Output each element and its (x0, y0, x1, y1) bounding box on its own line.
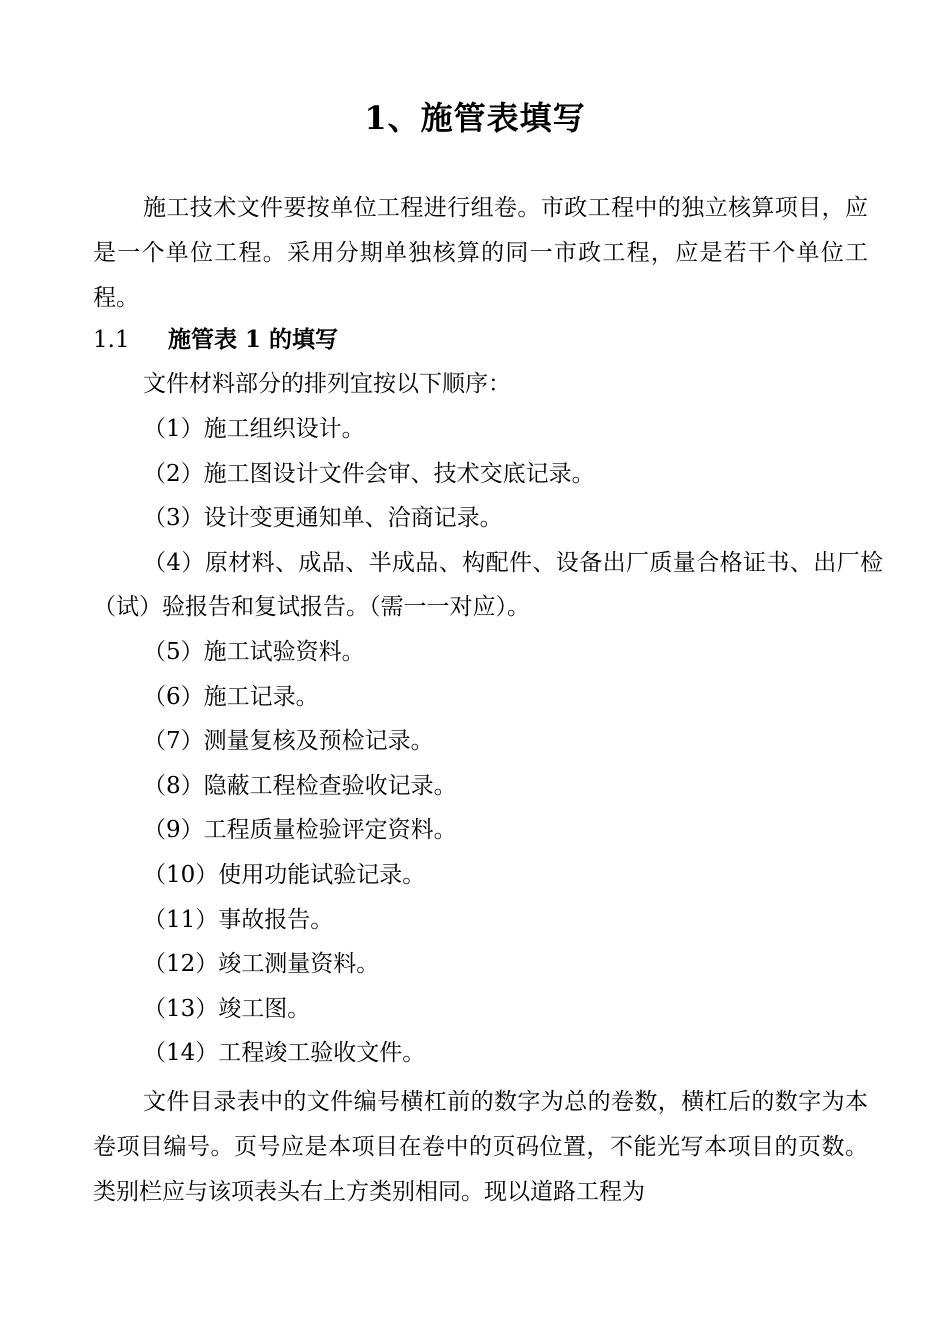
list-item: （1）施工组织设计。 (143, 416, 365, 442)
list-item: （5）施工试验资料。 (143, 638, 365, 665)
list-item: （4）原材料、成品、半成品、构配件、设备出厂质量合格证书、出厂检（试）验报告和复试报告。（需一一对应）。 (93, 549, 883, 621)
list-item: （13）竣工图。 (143, 995, 311, 1022)
list-item: （8）隐蔽工程检查验收记录。 (143, 772, 457, 799)
section-heading (93, 320, 338, 360)
list-item: （10）使用功能试验记录。 (143, 861, 426, 888)
list-item: （2）施工图设计文件会审、技术交底记录。 (143, 460, 595, 487)
list-item: （11）事故报告。 (143, 906, 334, 933)
paragraph-intro: 施工技术文件要按单位工程进行组卷。市政工程中的独立核算项目，应是一个单位工程。采用分期单独核算的同一市政工程，应是若干个单位工程。 (93, 195, 868, 311)
section-title: 施管表 1 的填写 (168, 326, 339, 353)
paragraph-file-directory: 文件目录表中的文件编号横杠前的数字为总的卷数，横杠后的数字为本卷项目编号。页号应是本项目在卷中的页码位置，不能光写本项目的页数。类别栏应与该项表头右上方类别相同。现以道路工程为 (93, 1089, 868, 1205)
list-item: （12）竣工测量资料。 (143, 951, 380, 978)
list-item: （3）设计变更通知单、洽商记录。 (143, 505, 503, 532)
document-order-list (93, 407, 883, 1076)
list-item: （7）测量复核及预检记录。 (143, 728, 434, 755)
document-title: 1、施管表填写 (364, 99, 586, 137)
section-number: 1.1 (93, 327, 130, 353)
list-item: （6）施工记录。 (143, 683, 319, 710)
list-item: （14）工程竣工验收文件。 (143, 1040, 426, 1067)
list-item: （9）工程质量检验评定资料。 (143, 817, 457, 844)
list-intro: 文件材料部分的排列宜按以下顺序： (143, 371, 511, 397)
